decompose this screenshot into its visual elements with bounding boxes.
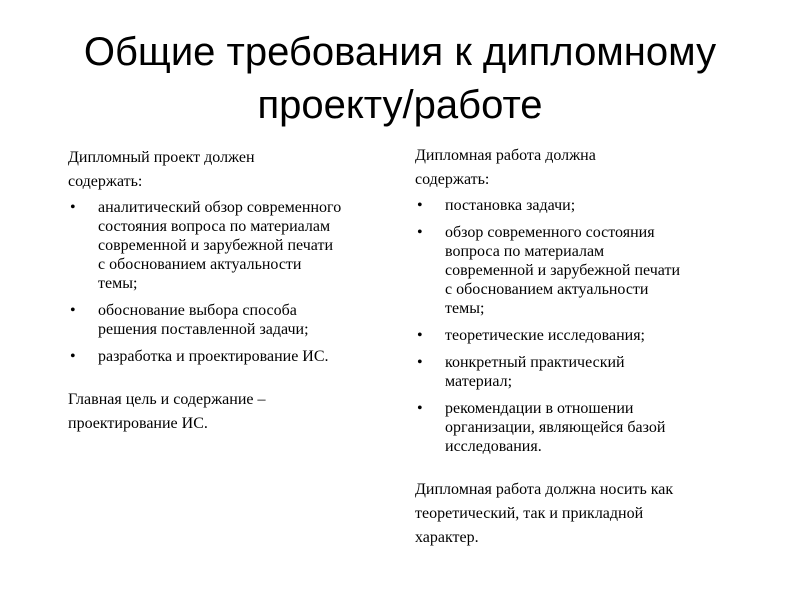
left-column xyxy=(68,146,408,436)
bullet-dot-icon: • xyxy=(417,224,423,241)
bullet-text-line: современной и зарубежной печати xyxy=(98,237,333,254)
right-bullet-list xyxy=(415,196,760,456)
bullet-text-line: постановка задачи; xyxy=(445,197,576,214)
left-intro xyxy=(68,146,408,194)
bullet-text-line: решения поставленной задачи; xyxy=(98,321,309,338)
bullet-text-line: разработка и проектирование ИС. xyxy=(98,348,329,365)
bullet-dot-icon: • xyxy=(417,197,423,214)
bullet-text-line: темы; xyxy=(98,275,138,292)
left-intro-line: Дипломный проект должен xyxy=(68,149,255,166)
bullet-text-line: с обоснованием актуальности xyxy=(445,281,649,298)
left-intro-line: содержать: xyxy=(68,173,143,190)
bullet-text-line: материал; xyxy=(445,373,513,390)
bullet-dot-icon: • xyxy=(70,302,76,319)
left-closing-line: Главная цель и содержание – xyxy=(68,391,266,408)
bullet-text-line: обоснование выбора способа xyxy=(98,302,297,319)
bullet-text-line: теоретические исследования; xyxy=(445,327,645,344)
bullet-text-line: аналитический обзор современного xyxy=(98,199,342,216)
right-closing-line: характер. xyxy=(415,529,479,546)
bullet-item xyxy=(68,301,408,339)
left-closing xyxy=(68,388,408,436)
left-bullet-list xyxy=(68,198,408,366)
bullet-item xyxy=(415,196,760,215)
bullet-item xyxy=(415,326,760,345)
bullet-text-line: состояния вопроса по материалам xyxy=(98,218,331,235)
bullet-text-line: темы; xyxy=(445,300,485,317)
right-intro-line: содержать: xyxy=(415,171,490,188)
right-closing-line: Дипломная работа должна носить как xyxy=(415,481,674,498)
bullet-item xyxy=(68,198,408,293)
left-closing-line: проектирование ИС. xyxy=(68,415,208,432)
bullet-text-line: вопроса по материалам xyxy=(445,243,605,260)
bullet-text-line: конкретный практический xyxy=(445,354,625,371)
bullet-item xyxy=(415,223,760,318)
bullet-text-line: организации, являющейся базой xyxy=(445,419,666,436)
right-intro-line: Дипломная работа должна xyxy=(415,147,596,164)
right-closing xyxy=(415,478,760,550)
bullet-item xyxy=(415,353,760,391)
right-intro xyxy=(415,144,760,192)
right-closing-line: теоретический, так и прикладной xyxy=(415,505,644,522)
bullet-text-line: обзор современного состояния xyxy=(445,224,655,241)
bullet-item xyxy=(415,399,760,456)
title-line-1: Общие требования к дипломному xyxy=(83,30,717,74)
bullet-text-line: рекомендации в отношении xyxy=(445,400,634,417)
slide-title xyxy=(20,26,780,132)
right-column xyxy=(415,144,760,550)
bullet-text-line: с обоснованием актуальности xyxy=(98,256,302,273)
bullet-dot-icon: • xyxy=(417,327,423,344)
bullet-text-line: современной и зарубежной печати xyxy=(445,262,680,279)
bullet-dot-icon: • xyxy=(70,199,76,216)
bullet-dot-icon: • xyxy=(417,354,423,371)
bullet-item xyxy=(68,347,408,366)
bullet-dot-icon: • xyxy=(417,400,423,417)
title-line-2: проекту/работе xyxy=(257,83,543,127)
bullet-text-line: исследования. xyxy=(445,438,542,455)
bullet-dot-icon: • xyxy=(70,348,76,365)
